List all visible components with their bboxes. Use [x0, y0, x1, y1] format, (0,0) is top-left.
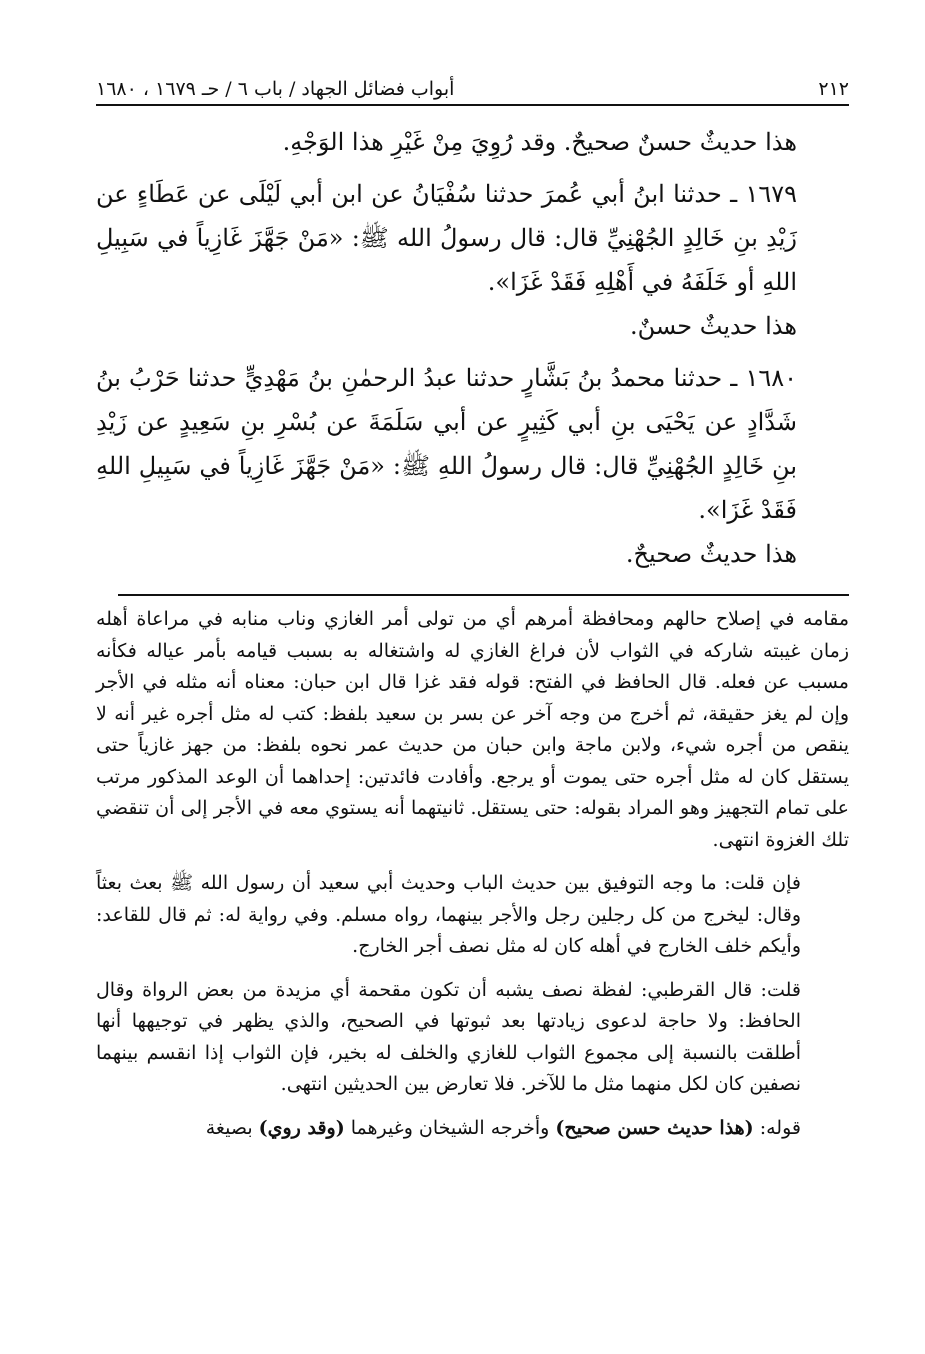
hadith-1680: ١٦٨٠ ـ حدثنا محمدُ بنُ بَشَّارٍ حدثنا عبدُ الرحمٰنِ بنُ مَهْدِيٍّ حدثنا حَرْبُ بنُ شَدَّادٍ عن يَحْيَى بنِ أبي كَثِيرٍ عن أبي سَلَمَةَ عن بُسْرِ بنِ سَعِيدٍ عن زَيْدِ بنِ خَالِدٍ الجُهْنِيِّ قال: قال رسولُ اللهِ ﷺ: «مَنْ جَهَّزَ غَازِياً في سَبِيلِ اللهِ فَقَدْ غَزَا».	[96, 364, 797, 524]
hadith-grading-1: هذا حديثٌ حسنٌ صحيحٌ. وقد رُوِيَ مِنْ غَيْرِ هذا الوَجْهِ.	[282, 128, 797, 156]
running-header	[96, 74, 849, 106]
commentary-paragraph-2: فإن قلت: ما وجه التوفيق بين حديث الباب وحديث أبي سعيد أن رسول الله ﷺ بعث بعثاً وقال: ليخرج من كل رجلين رجل والأجر بينهما، رواه مسلم. وفي رواية له: ثم قال للقاعد: وأيكم خلف الخارج في أهله كان له مثل نصف أجر الخارج.	[96, 872, 801, 957]
commentary-quote-2: (وقد روي)	[258, 1116, 345, 1139]
hadith-grading-2: هذا حديثٌ حسنٌ.	[629, 312, 797, 340]
hadith-1679: ١٦٧٩ ـ حدثنا ابنُ أبي عُمرَ حدثنا سُفْيَانُ عن ابن أبي لَيْلَى عن عَطَاءٍ عن زَيْدِ بنِ خَالِدٍ الجُهْنِيِّ قال: قال رسولُ الله ﷺ: «مَنْ جَهَّزَ غَازِياً في سَبِيلِ اللهِ أو خَلَفَهُ في أَهْلِهِ فَقَدْ غَزَا».	[96, 180, 797, 296]
commentary	[96, 604, 849, 1144]
running-title: أبواب فضائل الجهاد / باب ٦ / حـ ١٦٧٩ ، ١٦٨٠	[96, 78, 455, 100]
commentary-divider	[118, 594, 849, 596]
commentary-quote-1: (هذا حديث حسن صحيح)	[555, 1116, 754, 1139]
commentary-paragraph-3: قلت: قال القرطبي: لفظة نصف يشبه أن تكون مقحمة أي مزيدة من بعض الرواة وقال الحافظ: ولا حاجة لدعوى زيادتها بعد ثبوتها في الصحيح، والذي يظهر في توجيهها أنها أطلقت بالنسبة إلى مجموع الثواب للغازي والخلف له بخير، فإن الثواب إذا انقسم بينهما نصفين كان لكل منهما مثل ما للآخر. فلا تعارض بين الحديثين انتهى.	[96, 978, 801, 1095]
hadith-text	[96, 120, 849, 576]
commentary-paragraph-1: مقامه في إصلاح حالهم ومحافظة أمرهم أي من تولى أمر الغازي وناب منابه في مراعاة أهله زمان غيبته شاركه في الثواب لأن فراغ الغازي له واشتغاله به بسبب قيامه بأمر عياله فكأنه مسبب عن فعله. قال الحافظ في الفتح: قوله فقد غزا قال ابن حبان: معناه أنه مثله في الأجر وإن لم يغز حقيقة، ثم أخرج من وجه آخر عن بسر بن سعيد بلفظ: كتب له مثل أجره غير أنه لا ينقص من أجره شيء، ولابن ماجة وابن حبان من حديث عمر نحوه بلفظ: من جهز غازياً حتى يستقل كان له مثل أجره حتى يموت أو يرجع. وأفادت فائدتين: إحداهما أن الوعد المذكور مرتب على تمام التجهيز وهو المراد بقوله: حتى يستقل. ثانيتهما أنه يستوي معه في الأجر إلى أن تنقضي تلك الغزوة انتهى.	[96, 608, 849, 851]
commentary-middle: وأخرجه الشيخان وغيرهما	[344, 1116, 556, 1139]
commentary-paragraph-4	[96, 1113, 849, 1145]
commentary-tail: بصيغة	[205, 1116, 259, 1139]
page-number: ٢١٢	[818, 78, 849, 100]
hadith-grading-3: هذا حديثٌ صحيحٌ.	[625, 540, 797, 568]
commentary-lead: قوله:	[753, 1116, 801, 1139]
